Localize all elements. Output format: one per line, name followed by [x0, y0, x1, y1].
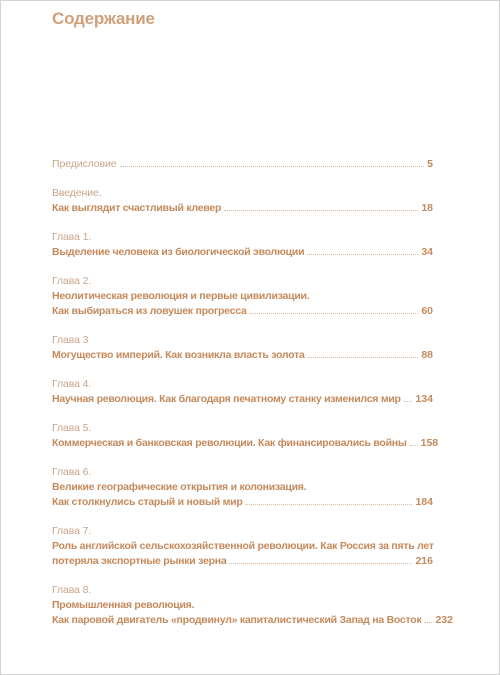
toc-title: Могущество империй. Как возникла власть золота	[52, 349, 305, 361]
toc-row[interactable]	[52, 157, 433, 172]
toc-title: Как столкнулись старый и новый мир	[52, 496, 243, 508]
page-number: 5	[427, 158, 433, 170]
chapter-label: Глава 7.	[52, 525, 92, 537]
toc-title: Как выглядит счастливый клевер	[52, 202, 222, 214]
toc-title-line: Роль английской сельскохозяйственной революции. Как Россия за пять лет	[52, 540, 434, 552]
toc-title-line: Неолитическая революция и первые цивилизации.	[52, 290, 310, 302]
table-of-contents	[52, 157, 453, 642]
toc-row[interactable]	[52, 495, 433, 510]
toc-title-line: Великие географические открытия и колонизация.	[52, 481, 307, 493]
dot-leader	[410, 445, 418, 446]
toc-entry-chapter-1	[52, 230, 433, 260]
dot-leader	[250, 313, 419, 314]
page-number: 34	[421, 246, 433, 258]
chapter-label: Глава 1.	[52, 231, 92, 243]
page-number: 18	[421, 202, 433, 214]
dot-leader	[245, 504, 412, 505]
chapter-label: Глава 5.	[52, 422, 92, 434]
page-title: Содержание	[52, 9, 155, 28]
toc-title: потеряла экспортные рынки зерна	[52, 555, 227, 567]
page-number: 134	[415, 393, 433, 405]
chapter-label: Глава 3	[52, 334, 89, 346]
dot-leader	[120, 166, 425, 167]
toc-row[interactable]	[52, 201, 433, 216]
toc-row[interactable]	[52, 304, 433, 319]
chapter-label: Глава 4.	[52, 378, 92, 390]
toc-title: Как паровой двигатель «продвинул» капиталистический Запад на Восток	[52, 614, 422, 626]
dot-leader	[229, 563, 412, 564]
toc-title: Как выбираться из ловушек прогресса	[52, 305, 247, 317]
toc-entry-chapter-7	[52, 524, 433, 569]
toc-title: Выделение человека из биологической эволюции	[52, 246, 305, 258]
chapter-label: Глава 2.	[52, 275, 92, 287]
toc-entry-chapter-5	[52, 421, 439, 451]
page-number: 216	[415, 555, 433, 567]
page-number: 184	[415, 496, 433, 508]
dot-leader	[404, 401, 413, 402]
toc-row[interactable]	[52, 613, 453, 628]
page-number: 158	[420, 437, 439, 449]
toc-entry-chapter-4	[52, 377, 433, 407]
toc-title: Предисловие	[52, 158, 117, 170]
toc-entry-chapter-8	[52, 583, 453, 628]
toc-entry-introduction	[52, 186, 433, 216]
toc-row[interactable]	[52, 245, 433, 260]
dot-leader	[224, 210, 418, 211]
dot-leader	[307, 254, 418, 255]
page-number: 88	[421, 349, 433, 361]
toc-entry-chapter-3	[52, 333, 433, 363]
toc-title: Научная революция. Как благодаря печатному станку изменился мир	[52, 393, 401, 405]
toc-row[interactable]	[52, 348, 433, 363]
toc-title: Коммерческая и банковская революции. Как финансировались войны	[52, 437, 407, 449]
dot-leader	[424, 622, 432, 623]
toc-entry-chapter-6	[52, 465, 433, 510]
chapter-label: Введение.	[52, 187, 102, 199]
toc-entry-preface	[52, 157, 433, 172]
toc-row[interactable]	[52, 392, 433, 407]
toc-row[interactable]	[52, 436, 439, 451]
dot-leader	[308, 357, 419, 358]
page-number: 60	[421, 305, 433, 317]
toc-title-line: Промышленная революция.	[52, 599, 195, 611]
toc-row[interactable]	[52, 554, 433, 569]
toc-entry-chapter-2	[52, 274, 433, 319]
chapter-label: Глава 8.	[52, 584, 92, 596]
chapter-label: Глава 6.	[52, 466, 92, 478]
page-number: 232	[435, 614, 453, 626]
